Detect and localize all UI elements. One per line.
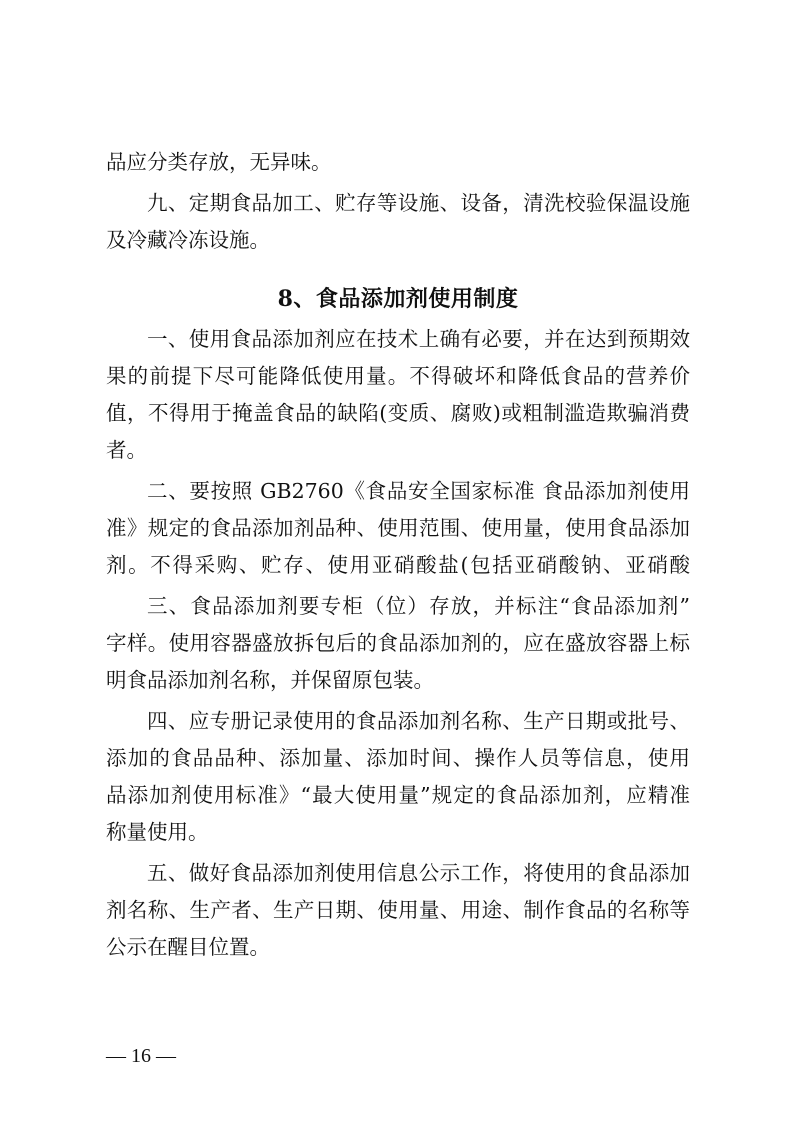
paragraph-line: 公示在醒目位置。	[106, 935, 270, 959]
paragraph-line: 及冷藏冷冻设施。	[106, 228, 270, 252]
paragraph-line: 明食品添加剂名称，并保留原包装。	[106, 668, 434, 692]
page-content	[106, 144, 690, 966]
paragraph-line: 值，不得用于掩盖食品的缺陷(变质、腐败)或粗制滥造欺骗消费	[106, 401, 690, 425]
section-spacer	[106, 259, 690, 277]
paragraph-line: 者。	[106, 438, 147, 462]
rule-paragraph-2	[106, 473, 690, 584]
paragraph-line: 五、做好食品添加剂使用信息公示工作，将使用的食品添加	[147, 861, 690, 885]
section-heading: 8、食品添加剂使用制度	[277, 286, 519, 312]
paragraph-line: 四、应专册记录使用的食品添加剂名称、生产日期或批号、	[147, 709, 690, 733]
paragraph-line: 品应分类存放，无异味。	[106, 150, 332, 174]
continued-paragraph	[106, 144, 690, 181]
page-number: — 16 —	[106, 1045, 176, 1067]
paragraph-line: 三、食品添加剂要专柜（位）存放，并标注“食品添加剂”	[147, 594, 690, 618]
rule-paragraph-4	[106, 703, 690, 851]
paragraph-line: 准》规定的食品添加剂品种、使用范围、使用量，使用食品添加	[106, 516, 690, 540]
item-9-paragraph	[106, 185, 690, 259]
rule-paragraph-1	[106, 321, 690, 469]
paragraph-line: 称量使用。	[106, 820, 209, 844]
rule-paragraph-3	[106, 588, 690, 699]
paragraph-line: 添加的食品品种、添加量、添加时间、操作人员等信息，使用	[106, 746, 690, 770]
paragraph-line: 九、定期食品加工、贮存等设施、设备，清洗校验保温设施	[147, 191, 690, 215]
paragraph-line: 品添加剂使用标准》“最大使用量”规定的食品添加剂，应精准	[106, 783, 690, 807]
paragraph-line: 剂。不得采购、贮存、使用亚硝酸盐(包括亚硝酸钠、亚硝酸	[106, 553, 690, 577]
paragraph-line: 字样。使用容器盛放拆包后的食品添加剂的，应在盛放容器上标	[106, 631, 690, 655]
paragraph-line: 二、要按照 GB2760《食品安全国家标准 食品添加剂使用	[147, 479, 690, 503]
paragraph-line: 果的前提下尽可能降低使用量。不得破坏和降低食品的营养价	[106, 364, 690, 388]
paragraph-line: 剂名称、生产者、生产日期、使用量、用途、制作食品的名称等	[106, 898, 690, 922]
paragraph-line: 一、使用食品添加剂应在技术上确有必要，并在达到预期效	[147, 327, 690, 351]
rule-paragraph-5	[106, 855, 690, 966]
